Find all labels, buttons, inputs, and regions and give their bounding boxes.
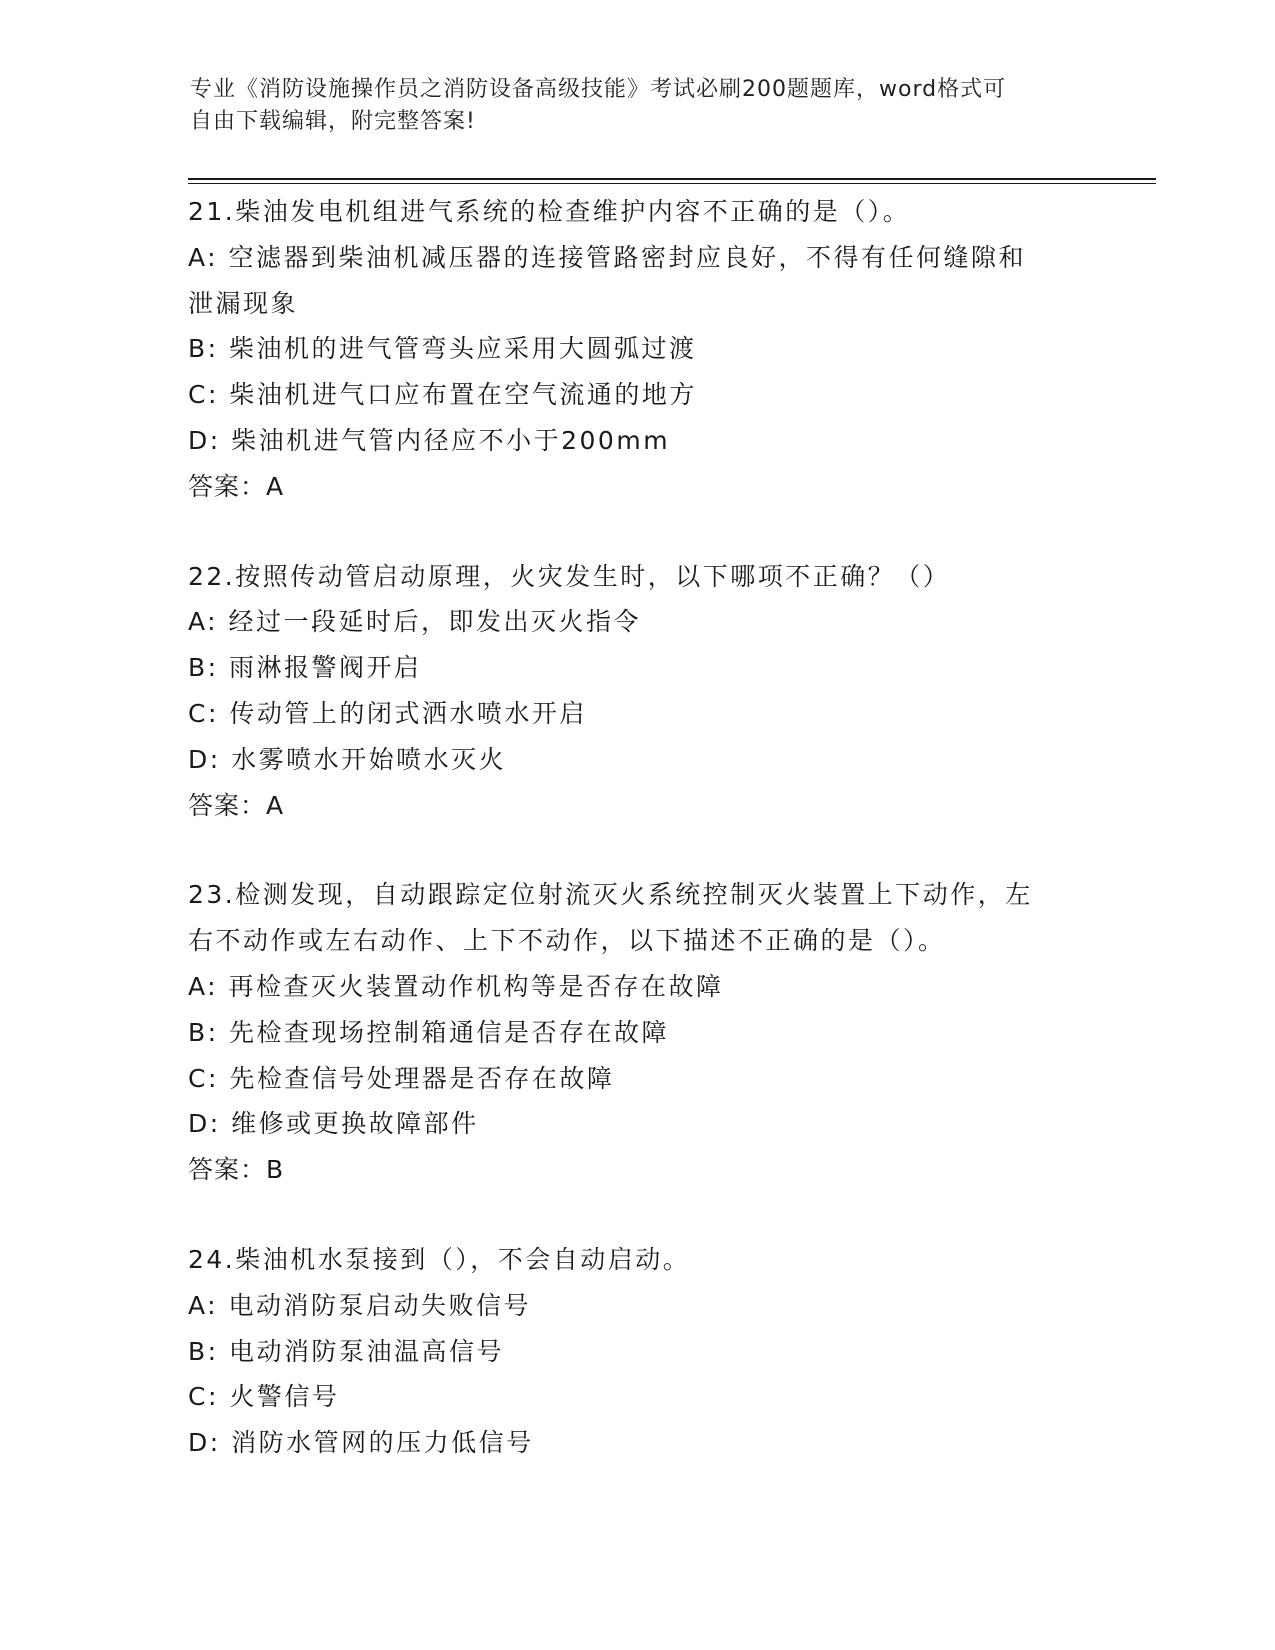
answer-option: D: 维修或更换故障部件 bbox=[188, 1109, 479, 1139]
question-stem: 24.柴油机水泵接到（），不会自动启动。 bbox=[188, 1244, 691, 1274]
question-block bbox=[188, 554, 1088, 829]
question-stem: 22.按照传动管启动原理，火灾发生时，以下哪项不正确？（） bbox=[188, 561, 951, 591]
answer-option: A: 经过一段延时后，即发出灭火指令 bbox=[188, 607, 642, 637]
document-header bbox=[190, 74, 1070, 138]
answer-key: 答案：A bbox=[188, 790, 285, 820]
header-intro-line-2: 自由下载编辑，附完整答案! bbox=[190, 109, 476, 134]
answer-key: 答案：A bbox=[188, 471, 285, 501]
answer-option: D: 消防水管网的压力低信号 bbox=[188, 1428, 534, 1458]
answer-option: A: 再检查灭火装置动作机构等是否存在故障 bbox=[188, 971, 724, 1001]
answer-option: D: 柴油机进气管内径应不小于200mm bbox=[188, 425, 671, 455]
answer-option: B: 雨淋报警阀开启 bbox=[188, 653, 422, 683]
answer-option: D: 水雾喷水开始喷水灭火 bbox=[188, 744, 507, 774]
answer-option: C: 传动管上的闭式洒水喷水开启 bbox=[188, 698, 587, 728]
answer-option: C: 柴油机进气口应布置在空气流通的地方 bbox=[188, 380, 697, 410]
answer-option: A: 空滤器到柴油机减压器的连接管路密封应良好，不得有任何缝隙和 bbox=[188, 242, 1027, 272]
answer-key: 答案：B bbox=[188, 1155, 285, 1185]
answer-option: B: 柴油机的进气管弯头应采用大圆弧过渡 bbox=[188, 334, 697, 364]
question-stem: 右不动作或左右动作、上下不动作，以下描述不正确的是（）。 bbox=[188, 926, 946, 956]
question-block bbox=[188, 189, 1088, 510]
question-list bbox=[188, 189, 1088, 1466]
answer-option: B: 电动消防泵油温高信号 bbox=[188, 1336, 505, 1366]
header-divider bbox=[188, 178, 1156, 184]
question-block bbox=[188, 872, 1088, 1193]
question-stem: 23.检测发现，自动跟踪定位射流灭火系统控制灭火装置上下动作，左 bbox=[188, 880, 1033, 910]
question-block bbox=[188, 1237, 1088, 1466]
answer-option: C: 火警信号 bbox=[188, 1382, 340, 1412]
answer-option: 泄漏现象 bbox=[188, 288, 299, 318]
header-intro-line-1: 专业《消防设施操作员之消防设备高级技能》考试必刷200题题库，word格式可 bbox=[190, 77, 1007, 102]
answer-option: B: 先检查现场控制箱通信是否存在故障 bbox=[188, 1017, 670, 1047]
answer-option: A: 电动消防泵启动失败信号 bbox=[188, 1290, 532, 1320]
question-stem: 21.柴油发电机组进气系统的检查维护内容不正确的是（）。 bbox=[188, 197, 911, 226]
answer-option: C: 先检查信号处理器是否存在故障 bbox=[188, 1063, 615, 1093]
